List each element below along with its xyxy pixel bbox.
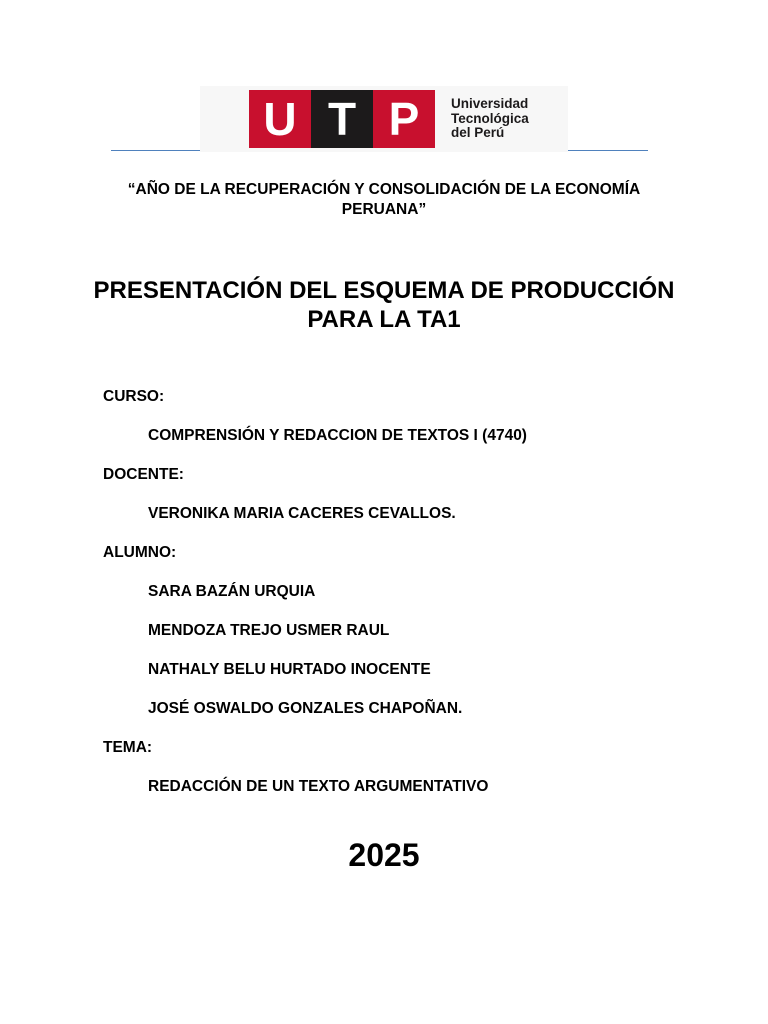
logo-letter-p: P: [373, 90, 435, 148]
alumno-label: ALUMNO:: [103, 544, 177, 561]
university-name-line: del Perú: [451, 125, 505, 140]
student-name: JOSÉ OSWALDO GONZALES CHAPOÑAN.: [148, 700, 463, 717]
curso-label: CURSO:: [103, 388, 165, 405]
logo-letter-t: T: [311, 90, 373, 148]
year-motto: “AÑO DE LA RECUPERACIÓN Y CONSOLIDACIÓN DE LA ECONOMÍA PERUANA”: [127, 181, 641, 218]
document-year: 2025: [348, 837, 420, 873]
university-name-line: Tecnológica: [451, 110, 529, 126]
student-name: SARA BAZÁN URQUIA: [148, 583, 316, 600]
curso-value: COMPRENSIÓN Y REDACCION DE TEXTOS I (4740): [148, 427, 527, 444]
tema-value: REDACCIÓN DE UN TEXTO ARGUMENTATIVO: [148, 778, 489, 795]
logo-letter-u: U: [249, 90, 311, 148]
docente-value: VERONIKA MARIA CACERES CEVALLOS.: [148, 505, 456, 522]
header-rule-left: [111, 150, 200, 151]
university-name: [451, 97, 529, 141]
tema-label: TEMA:: [103, 739, 153, 756]
document-title: PRESENTACIÓN DEL ESQUEMA DE PRODUCCIÓN PARA LA TA1: [93, 277, 675, 333]
docente-label: DOCENTE:: [103, 466, 184, 483]
university-name-line: Universidad: [451, 96, 529, 111]
header-rule-right: [568, 150, 648, 151]
student-name: NATHALY BELU HURTADO INOCENTE: [148, 661, 431, 678]
student-name: MENDOZA TREJO USMER RAUL: [148, 622, 390, 639]
utp-logo: [249, 90, 435, 148]
